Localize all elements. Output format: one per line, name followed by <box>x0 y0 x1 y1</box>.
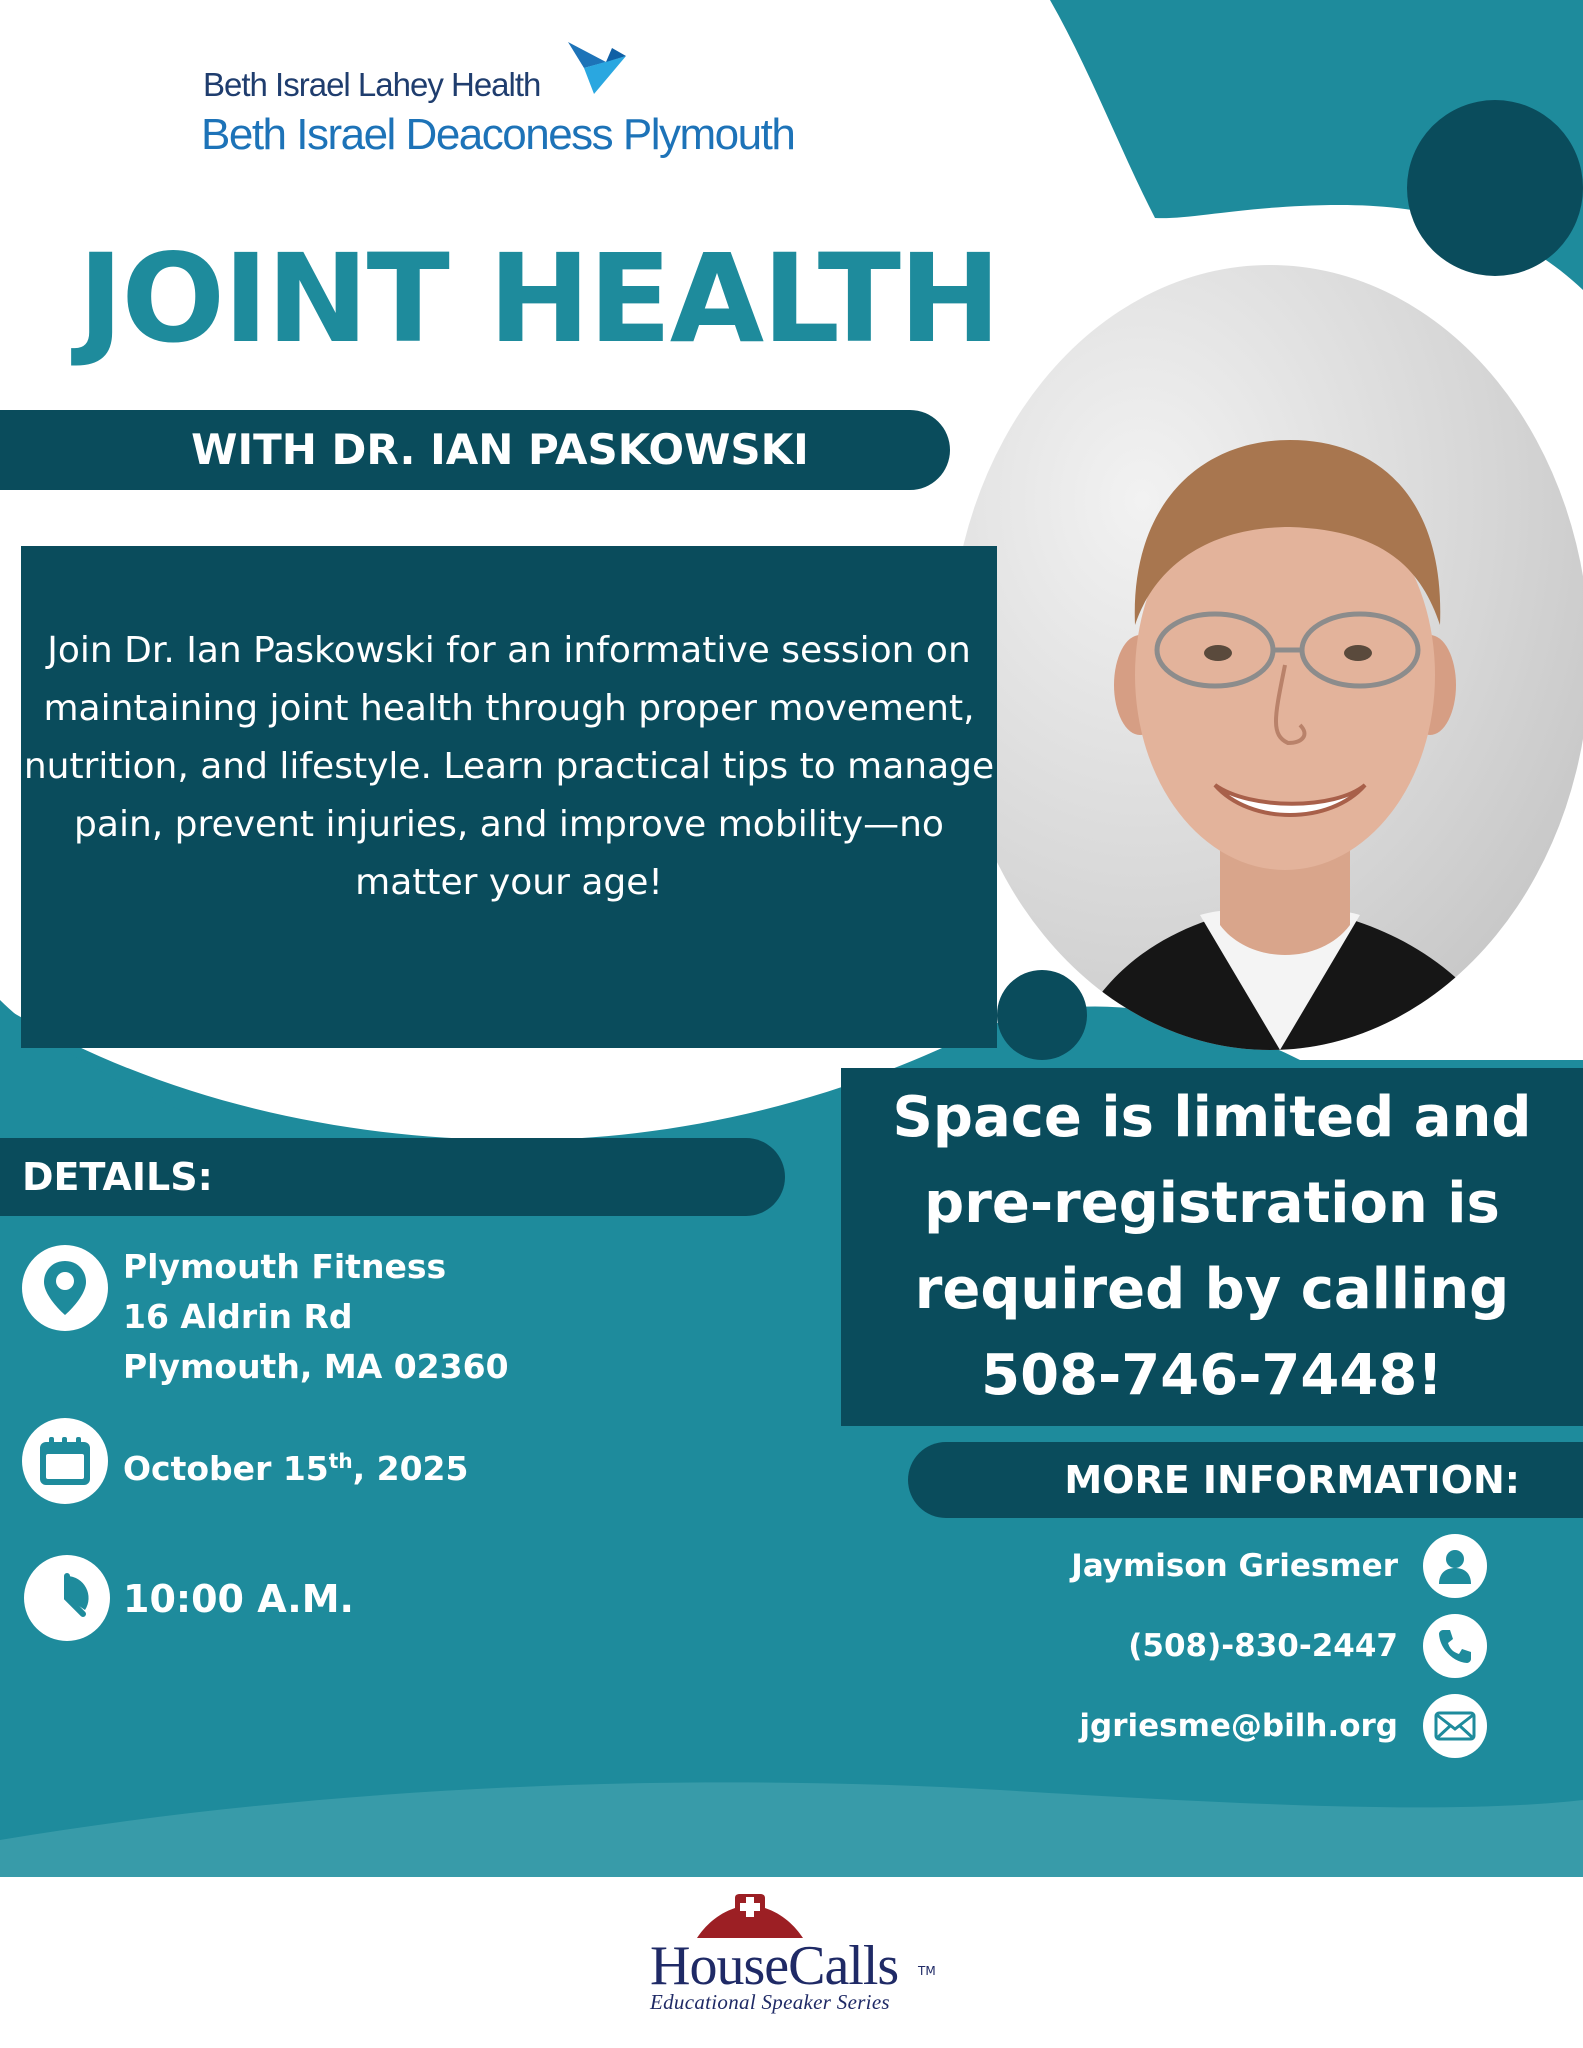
bird-logo-icon <box>566 34 628 96</box>
location-name: Plymouth Fitness <box>123 1247 447 1286</box>
event-date <box>123 1436 468 1494</box>
page-title: JOINT HEALTH <box>78 228 1000 370</box>
brand-name-hospital: Beth Israel Deaconess Plymouth <box>201 110 795 159</box>
calendar-icon <box>22 1418 108 1504</box>
footer-trademark: TM <box>918 1964 936 1978</box>
date-year: , 2025 <box>352 1449 469 1488</box>
footer-brand: HouseCalls <box>650 1935 899 1997</box>
contact-email[interactable]: jgriesme@bilh.org <box>1079 1708 1398 1744</box>
speaker-name: WITH DR. IAN PASKOWSKI <box>191 425 809 474</box>
map-pin-icon <box>22 1245 108 1331</box>
footer-tagline: Educational Speaker Series <box>650 1990 890 2014</box>
contact-phone[interactable]: (508)-830-2447 <box>1128 1628 1398 1664</box>
date-month-day: October 15 <box>123 1449 329 1488</box>
person-icon <box>1423 1534 1487 1598</box>
more-info-heading: MORE INFORMATION: <box>1064 1458 1520 1502</box>
brand-name-parent: Beth Israel Lahey Health <box>203 66 541 103</box>
registration-notice: Space is limited and pre-registration is required by calling 508-746-7448! <box>892 1085 1532 1408</box>
speaker-photo <box>950 265 1583 1050</box>
location-street: 16 Aldrin Rd <box>123 1297 353 1336</box>
envelope-icon <box>1423 1694 1487 1758</box>
event-description: Join Dr. Ian Paskowski for an informative session on maintaining joint health through proper movement, nutrition, and lifestyle. Learn practical tips to manage pain, prevent injuries, and improve mobility—no matter your age! <box>23 630 995 903</box>
house-roof-logo-icon <box>695 1892 805 1940</box>
phone-icon <box>1423 1614 1487 1678</box>
location-block <box>123 1242 509 1392</box>
details-heading: DETAILS: <box>22 1155 213 1199</box>
location-city: Plymouth, MA 02360 <box>123 1347 509 1386</box>
date-suffix: th <box>328 1449 353 1473</box>
event-time: 10:00 A.M. <box>123 1577 354 1621</box>
contact-name: Jaymison Griesmer <box>1071 1548 1398 1584</box>
clock-icon <box>24 1555 110 1641</box>
